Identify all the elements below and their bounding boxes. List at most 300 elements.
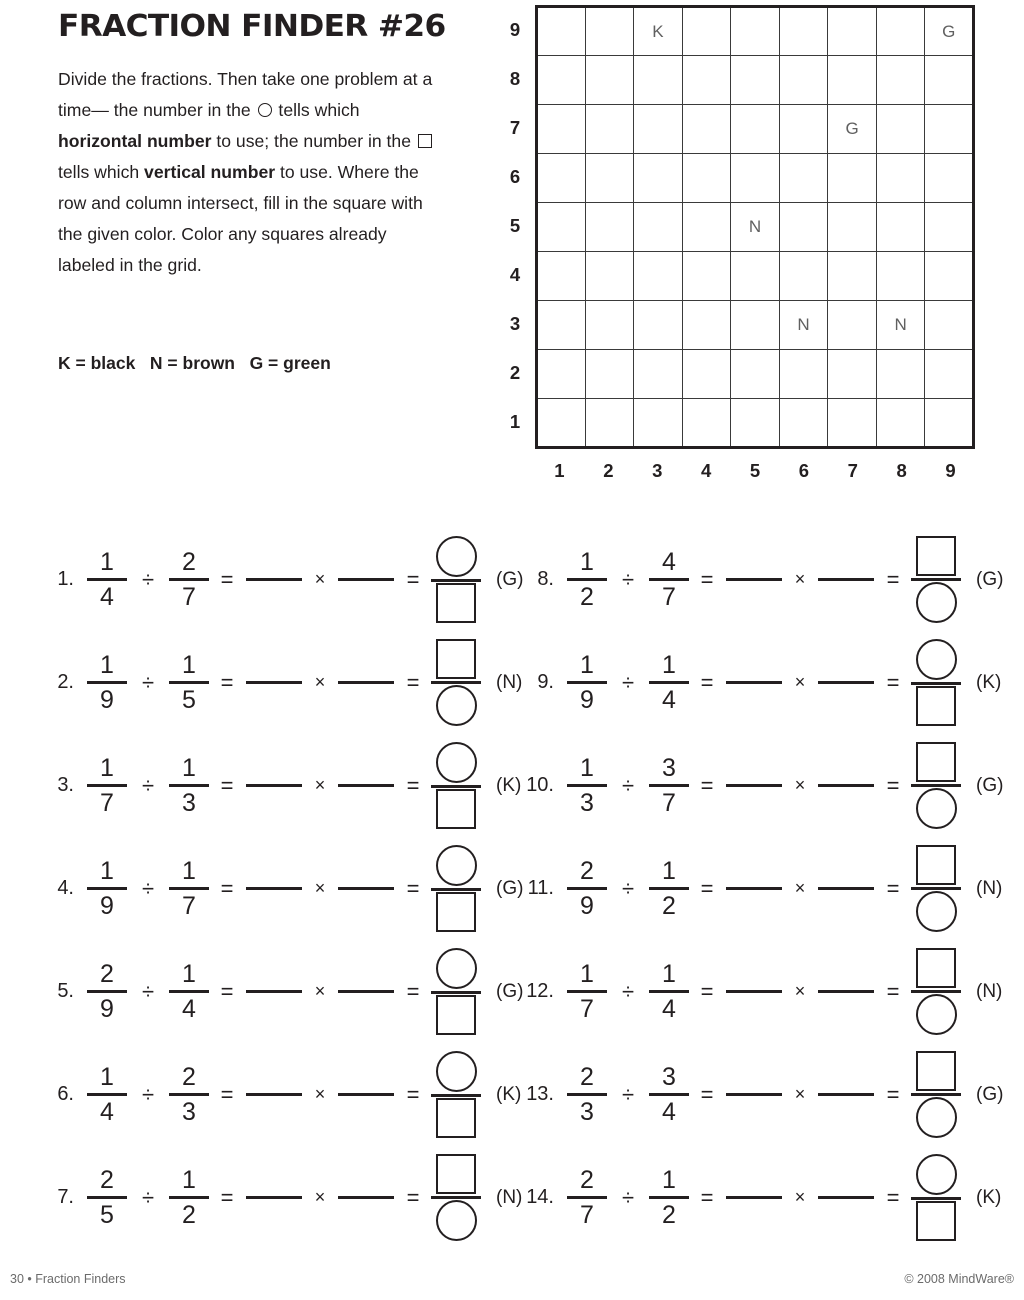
circle-icon-bottom[interactable] [436, 1200, 477, 1241]
problem-row [524, 528, 1004, 631]
circle-icon-top[interactable] [436, 845, 477, 886]
grid-cell-6-1[interactable] [779, 399, 828, 448]
color-tag: (G) [496, 877, 524, 899]
fraction-divisor-bar [169, 1196, 209, 1198]
circle-icon-bottom[interactable] [436, 685, 477, 726]
grid-cell-1-4[interactable] [537, 252, 586, 301]
grid-row [537, 105, 974, 154]
grid-cell-3-4[interactable] [634, 252, 683, 301]
grid-cell-2-6[interactable] [585, 154, 634, 203]
fraction-divisor-denominator: 4 [662, 1097, 676, 1126]
answer-blank-first[interactable] [726, 681, 782, 684]
grid-cell-6-6[interactable] [779, 154, 828, 203]
color-tag: (G) [976, 568, 1004, 590]
fraction-divisor [646, 753, 692, 817]
square-icon-top[interactable] [916, 948, 956, 988]
color-tag: (G) [976, 774, 1004, 796]
square-icon-top[interactable] [916, 845, 956, 885]
square-icon-top[interactable] [916, 742, 956, 782]
grid-cell-8-4[interactable] [876, 252, 925, 301]
divide-icon: ÷ [141, 1081, 155, 1107]
answer-shape-stack [908, 536, 964, 623]
fraction-dividend-bar [567, 1196, 607, 1198]
circle-icon-bottom[interactable] [916, 582, 957, 623]
grid-row-label-1: 1 [509, 411, 521, 433]
multiply-icon: × [794, 569, 806, 589]
grid-cell-2-3[interactable] [585, 301, 634, 350]
circle-icon-top[interactable] [916, 1154, 957, 1195]
footer-left-text: 30 • Fraction Finders [10, 1272, 126, 1286]
answer-fraction-bar [431, 888, 481, 891]
equals-sign: = [220, 1184, 234, 1210]
fraction-dividend-denominator: 7 [580, 1200, 594, 1229]
answer-fraction-bar [911, 1093, 961, 1096]
grid-cell-9-7[interactable] [925, 105, 974, 154]
fraction-dividend-denominator: 3 [580, 1097, 594, 1126]
fraction-divisor-denominator: 2 [662, 891, 676, 920]
square-icon-bottom[interactable] [916, 686, 956, 726]
grid-row-label-9: 9 [509, 18, 521, 40]
grid-cell-9-3[interactable] [925, 301, 974, 350]
grid-col-label-9: 9 [945, 460, 956, 481]
grid-cell-4-2[interactable] [682, 350, 731, 399]
fraction-divisor [166, 1165, 212, 1229]
grid-cell-5-8[interactable] [731, 56, 780, 105]
fraction-dividend-bar [87, 990, 127, 992]
color-tag: (N) [976, 980, 1003, 1002]
grid-row [537, 7, 974, 56]
answer-blank-second[interactable] [818, 887, 874, 890]
answer-blank-first[interactable] [246, 1196, 302, 1199]
grid-cell-5-5[interactable]: N [731, 203, 780, 252]
header-area [58, 9, 488, 281]
answer-fraction-bar [911, 784, 961, 787]
grid-cell-7-4[interactable] [828, 252, 877, 301]
grid-cell-6-9[interactable] [779, 7, 828, 56]
instructions-segment-2: tells which [273, 100, 360, 120]
fraction-divisor-denominator: 2 [182, 1200, 196, 1229]
fraction-divisor-numerator: 4 [662, 548, 676, 577]
grid-row [537, 350, 974, 399]
grid-cell-4-4[interactable] [682, 252, 731, 301]
grid-cell-7-5[interactable] [828, 203, 877, 252]
fraction-divisor-numerator: 1 [662, 1166, 676, 1195]
grid-cell-5-6[interactable] [731, 154, 780, 203]
answer-shape-stack [428, 1154, 484, 1241]
grid-cell-6-2[interactable] [779, 350, 828, 399]
grid-cell-5-7[interactable] [731, 105, 780, 154]
equals-sign-result: = [886, 875, 900, 901]
instructions-text [58, 64, 440, 281]
fraction-divisor-denominator: 2 [662, 1200, 676, 1229]
fraction-dividend-denominator: 7 [580, 994, 594, 1023]
equals-sign: = [220, 566, 234, 592]
grid-cell-5-2[interactable] [731, 350, 780, 399]
equals-sign-result: = [886, 669, 900, 695]
grid-cell-3-6[interactable] [634, 154, 683, 203]
equals-sign-result: = [886, 566, 900, 592]
multiply-icon: × [794, 1187, 806, 1207]
answer-shape-stack [428, 845, 484, 932]
equals-sign: = [700, 669, 714, 695]
fraction-dividend-denominator: 9 [100, 994, 114, 1023]
grid-row [537, 154, 974, 203]
grid-cell-8-2[interactable] [876, 350, 925, 399]
divide-icon: ÷ [621, 772, 635, 798]
answer-blank-first[interactable] [726, 1196, 782, 1199]
fraction-divisor-denominator: 3 [182, 1097, 196, 1126]
instructions-segment-4: tells which [58, 162, 145, 182]
circle-icon-top[interactable] [916, 639, 957, 680]
fraction-divisor-numerator: 1 [662, 960, 676, 989]
grid-cell-3-8[interactable] [634, 56, 683, 105]
equals-sign-result: = [406, 772, 420, 798]
square-icon-bottom[interactable] [436, 892, 476, 932]
answer-blank-second[interactable] [338, 887, 394, 890]
answer-fraction-bar [431, 785, 481, 788]
color-tag: (N) [496, 1186, 523, 1208]
color-tag: (G) [976, 1083, 1004, 1105]
grid-cell-1-7[interactable] [537, 105, 586, 154]
answer-blank-first[interactable] [246, 578, 302, 581]
grid-col-label-4: 4 [700, 460, 712, 481]
grid-cell-1-3[interactable] [537, 301, 586, 350]
problem-number: 8. [537, 568, 554, 590]
grid-cell-7-2[interactable] [828, 350, 877, 399]
grid-cell-9-2[interactable] [925, 350, 974, 399]
fraction-divisor-bar [169, 887, 209, 889]
problem-number: 3. [57, 774, 74, 796]
grid-cell-8-6[interactable] [876, 154, 925, 203]
equals-sign-result: = [406, 566, 420, 592]
circle-icon-bottom[interactable] [916, 1097, 957, 1138]
answer-blank-second[interactable] [818, 1093, 874, 1096]
answer-blank-second[interactable] [338, 990, 394, 993]
grid-cell-7-8[interactable] [828, 56, 877, 105]
fraction-divisor [166, 856, 212, 920]
divide-icon: ÷ [621, 669, 635, 695]
grid-cell-4-5[interactable] [682, 203, 731, 252]
instructions-bold-vertical: vertical number [144, 162, 276, 182]
fraction-dividend [564, 650, 610, 714]
grid-cell-1-6[interactable] [537, 154, 586, 203]
grid-cell-2-1[interactable] [585, 399, 634, 448]
grid-col-label-5: 5 [749, 460, 761, 481]
grid-cell-7-9[interactable] [828, 7, 877, 56]
grid-row [537, 203, 974, 252]
grid-cell-2-4[interactable] [585, 252, 634, 301]
fraction-dividend-numerator: 1 [580, 754, 594, 783]
fraction-dividend-bar [567, 578, 607, 580]
grid-cell-6-3[interactable]: N [779, 301, 828, 350]
fraction-divisor-bar [169, 784, 209, 786]
fraction-dividend-denominator: 4 [100, 582, 114, 611]
answer-blank-second[interactable] [338, 784, 394, 787]
equals-sign-result: = [886, 1184, 900, 1210]
answer-fraction-bar [431, 681, 481, 684]
grid-cell-5-3[interactable] [731, 301, 780, 350]
problem-number: 5. [57, 980, 74, 1002]
square-icon-top[interactable] [436, 1154, 476, 1194]
grid-row-label-6: 6 [509, 165, 521, 187]
square-icon-bottom[interactable] [436, 583, 476, 623]
problem-number: 2. [57, 671, 74, 693]
grid-cell-9-8[interactable] [925, 56, 974, 105]
fraction-divisor-bar [169, 578, 209, 580]
color-tag: (N) [496, 671, 523, 693]
grid-cell-7-3[interactable] [828, 301, 877, 350]
problem-row [524, 1043, 1004, 1146]
fraction-dividend-numerator: 2 [580, 1166, 594, 1195]
answer-blank-first[interactable] [246, 784, 302, 787]
circle-icon-bottom[interactable] [916, 891, 957, 932]
answer-shape-stack [908, 639, 964, 726]
puzzle-grid[interactable] [535, 5, 975, 449]
problem-number: 11. [527, 877, 554, 899]
answer-blank-first[interactable] [246, 681, 302, 684]
fraction-dividend-numerator: 1 [100, 548, 114, 577]
divide-icon: ÷ [141, 566, 155, 592]
fraction-divisor [646, 959, 692, 1023]
answer-blank-first[interactable] [726, 1093, 782, 1096]
color-tag: (K) [496, 1083, 522, 1105]
grid-cell-7-1[interactable] [828, 399, 877, 448]
footer-right-text: © 2008 MindWare® [904, 1272, 1014, 1286]
fraction-dividend-numerator: 2 [100, 1166, 114, 1195]
circle-icon-top[interactable] [436, 742, 477, 783]
grid-row [537, 252, 974, 301]
fraction-dividend [564, 959, 610, 1023]
grid-cell-8-5[interactable] [876, 203, 925, 252]
grid-cell-3-3[interactable] [634, 301, 683, 350]
grid-cell-3-7[interactable] [634, 105, 683, 154]
answer-blank-second[interactable] [818, 990, 874, 993]
equals-sign: = [700, 772, 714, 798]
answer-shape-stack [908, 948, 964, 1035]
answer-fraction-bar [911, 1197, 961, 1200]
fraction-dividend [84, 1165, 130, 1229]
grid-col-label-7: 7 [847, 460, 858, 481]
problem-number: 4. [57, 877, 74, 899]
grid-cell-1-9[interactable] [537, 7, 586, 56]
color-tag: (G) [496, 980, 524, 1002]
grid-cell-6-8[interactable] [779, 56, 828, 105]
multiply-icon: × [794, 1084, 806, 1104]
grid-cell-9-1[interactable] [925, 399, 974, 448]
answer-blank-second[interactable] [338, 681, 394, 684]
grid-cell-2-2[interactable] [585, 350, 634, 399]
fraction-dividend [84, 547, 130, 611]
fraction-divisor [166, 959, 212, 1023]
fraction-dividend-bar [87, 1196, 127, 1198]
problem-row [524, 940, 1004, 1043]
grid-cell-9-4[interactable] [925, 252, 974, 301]
square-icon-bottom[interactable] [436, 995, 476, 1035]
grid-cell-4-8[interactable] [682, 56, 731, 105]
grid-cell-5-4[interactable] [731, 252, 780, 301]
grid-row [537, 56, 974, 105]
fraction-divisor-numerator: 3 [662, 1063, 676, 1092]
square-icon-top[interactable] [916, 536, 956, 576]
equals-sign-result: = [406, 1184, 420, 1210]
grid-cell-7-7[interactable]: G [828, 105, 877, 154]
fraction-divisor-bar [169, 1093, 209, 1095]
grid-cell-4-6[interactable] [682, 154, 731, 203]
circle-icon-top[interactable] [436, 536, 477, 577]
divide-icon: ÷ [621, 875, 635, 901]
fraction-divisor [646, 1165, 692, 1229]
answer-fraction-bar [911, 578, 961, 581]
circle-icon-bottom[interactable] [916, 788, 957, 829]
answer-blank-second[interactable] [338, 1196, 394, 1199]
square-icon-top[interactable] [916, 1051, 956, 1091]
grid-cell-2-7[interactable] [585, 105, 634, 154]
grid-cell-5-1[interactable] [731, 399, 780, 448]
grid-col-label-2: 2 [603, 460, 614, 481]
fraction-dividend-denominator: 7 [100, 788, 114, 817]
square-icon-top[interactable] [436, 639, 476, 679]
grid-cell-6-7[interactable] [779, 105, 828, 154]
grid-cell-1-5[interactable] [537, 203, 586, 252]
fraction-dividend-denominator: 9 [100, 685, 114, 714]
grid-cell-2-8[interactable] [585, 56, 634, 105]
answer-blank-first[interactable] [246, 990, 302, 993]
fraction-dividend-numerator: 2 [580, 1063, 594, 1092]
grid-row-label-7: 7 [509, 116, 521, 138]
answer-blank-first[interactable] [726, 990, 782, 993]
answer-blank-first[interactable] [246, 887, 302, 890]
answer-shape-stack [908, 742, 964, 829]
grid-cell-6-5[interactable] [779, 203, 828, 252]
grid-cell-8-3[interactable]: N [876, 301, 925, 350]
fraction-divisor-numerator: 3 [662, 754, 676, 783]
fraction-divisor-denominator: 4 [182, 994, 196, 1023]
grid-cell-4-9[interactable] [682, 7, 731, 56]
answer-blank-second[interactable] [818, 784, 874, 787]
fraction-dividend-denominator: 3 [580, 788, 594, 817]
answer-shape-stack [428, 1051, 484, 1138]
square-icon-bottom[interactable] [916, 1201, 956, 1241]
multiply-icon: × [794, 672, 806, 692]
divide-icon: ÷ [621, 978, 635, 1004]
equals-sign: = [700, 1081, 714, 1107]
answer-blank-second[interactable] [338, 578, 394, 581]
square-icon-bottom[interactable] [436, 1098, 476, 1138]
grid-cell-3-2[interactable] [634, 350, 683, 399]
grid-row-labels [500, 5, 530, 447]
fraction-dividend-numerator: 2 [100, 960, 114, 989]
equals-sign: = [220, 669, 234, 695]
grid-cell-9-6[interactable] [925, 154, 974, 203]
grid-cell-8-8[interactable] [876, 56, 925, 105]
multiply-icon: × [314, 672, 326, 692]
instructions-segment-3: to use; the number in the [211, 131, 416, 151]
fraction-dividend-numerator: 1 [100, 857, 114, 886]
grid-cell-8-7[interactable] [876, 105, 925, 154]
grid-col-label-8: 8 [896, 460, 907, 481]
answer-blank-second[interactable] [818, 1196, 874, 1199]
answer-blank-first[interactable] [726, 578, 782, 581]
grid-cell-2-9[interactable] [585, 7, 634, 56]
divide-icon: ÷ [621, 1081, 635, 1107]
divide-icon: ÷ [141, 1184, 155, 1210]
answer-fraction-bar [911, 990, 961, 993]
answer-blank-second[interactable] [818, 681, 874, 684]
equals-sign: = [700, 1184, 714, 1210]
fraction-divisor [646, 856, 692, 920]
fraction-dividend-bar [87, 887, 127, 889]
problem-row [524, 734, 1004, 837]
grid-cell-1-8[interactable] [537, 56, 586, 105]
grid-cell-5-9[interactable] [731, 7, 780, 56]
fraction-divisor-bar [649, 784, 689, 786]
grid-cell-8-9[interactable] [876, 7, 925, 56]
answer-blank-first[interactable] [726, 887, 782, 890]
answer-shape-stack [428, 536, 484, 623]
grid-cell-2-5[interactable] [585, 203, 634, 252]
fraction-divisor-bar [169, 990, 209, 992]
grid-row-label-3: 3 [509, 313, 521, 335]
fraction-divisor [646, 547, 692, 611]
circle-icon-bottom[interactable] [916, 994, 957, 1035]
grid-cell-1-1[interactable] [537, 399, 586, 448]
answer-blank-second[interactable] [338, 1093, 394, 1096]
grid-cell-8-1[interactable] [876, 399, 925, 448]
circle-icon-top[interactable] [436, 948, 477, 989]
fraction-divisor [166, 1062, 212, 1126]
fraction-divisor-denominator: 7 [662, 582, 676, 611]
answer-blank-first[interactable] [726, 784, 782, 787]
problem-number: 10. [526, 774, 554, 796]
divide-icon: ÷ [621, 566, 635, 592]
fraction-divisor-bar [649, 990, 689, 992]
grid-cell-6-4[interactable] [779, 252, 828, 301]
grid-cell-4-1[interactable] [682, 399, 731, 448]
divide-icon: ÷ [141, 772, 155, 798]
problem-row [44, 528, 524, 631]
grid-cell-9-9[interactable]: G [925, 7, 974, 56]
multiply-icon: × [314, 878, 326, 898]
grid-cell-1-2[interactable] [537, 350, 586, 399]
fraction-dividend-denominator: 9 [580, 891, 594, 920]
circle-icon-top[interactable] [436, 1051, 477, 1092]
equals-sign: = [700, 566, 714, 592]
grid-row-label-8: 8 [509, 67, 521, 89]
multiply-icon: × [314, 1084, 326, 1104]
grid-cell-4-3[interactable] [682, 301, 731, 350]
grid-cell-9-5[interactable] [925, 203, 974, 252]
multiply-icon: × [794, 981, 806, 1001]
fraction-divisor [166, 650, 212, 714]
answer-blank-first[interactable] [246, 1093, 302, 1096]
grid-cell-3-9[interactable]: K [634, 7, 683, 56]
equals-sign-result: = [886, 978, 900, 1004]
fraction-divisor-denominator: 7 [662, 788, 676, 817]
fraction-dividend [564, 753, 610, 817]
grid-col-label-3: 3 [652, 460, 663, 481]
grid-cell-3-1[interactable] [634, 399, 683, 448]
divide-icon: ÷ [141, 978, 155, 1004]
grid-cell-3-5[interactable] [634, 203, 683, 252]
fraction-dividend-bar [567, 887, 607, 889]
fraction-dividend-numerator: 1 [100, 651, 114, 680]
fraction-dividend-bar [567, 681, 607, 683]
page-footer [0, 1272, 1024, 1286]
answer-blank-second[interactable] [818, 578, 874, 581]
square-icon-bottom[interactable] [436, 789, 476, 829]
grid-cell-7-6[interactable] [828, 154, 877, 203]
grid-cell-4-7[interactable] [682, 105, 731, 154]
